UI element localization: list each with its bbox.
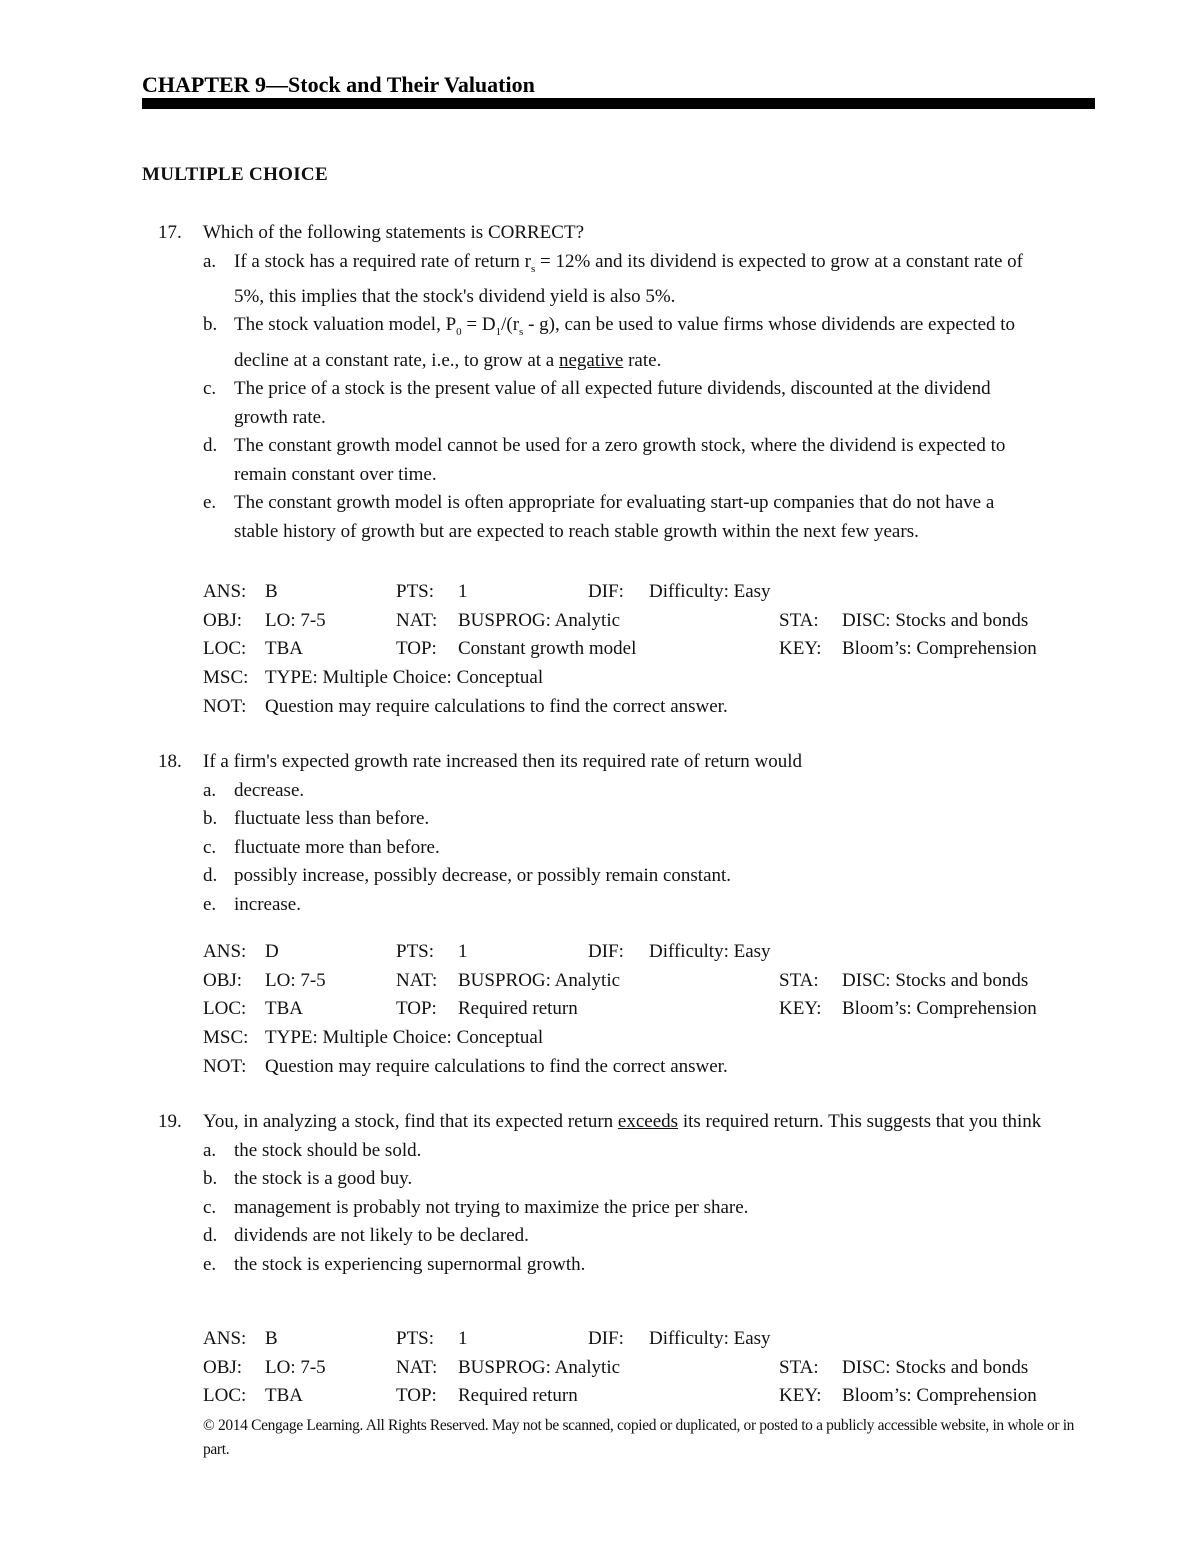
note-value: Question may require calculations to find the correct answer.	[265, 695, 728, 717]
objective-value: LO: 7-5	[265, 609, 326, 631]
meta-label: LOC:	[203, 638, 247, 660]
meta-label: DIF:	[588, 581, 624, 602]
option-text	[234, 311, 1024, 375]
option-letter: b.	[203, 1168, 218, 1189]
question-body	[203, 1108, 1083, 1279]
sta-value: DISC: Stocks and bonds	[842, 1356, 1029, 1378]
objective-value: LO: 7-5	[265, 969, 326, 991]
option-letter: d.	[203, 865, 218, 886]
msc-value: TYPE: Multiple Choice: Conceptual	[265, 1027, 544, 1049]
meta-label: ANS:	[203, 581, 247, 602]
option-letter: e.	[203, 492, 217, 514]
meta-label: DIF:	[588, 941, 624, 962]
meta-row	[203, 938, 1083, 967]
option-text: decrease.	[234, 779, 305, 801]
meta-label: STA:	[779, 609, 819, 631]
key-value: Bloom’s: Comprehension	[842, 998, 1037, 1020]
option-text-part: /(r	[501, 314, 520, 336]
meta-row	[203, 635, 1083, 664]
meta-label: MSC:	[203, 1027, 249, 1049]
nat-value: BUSPROG: Analytic	[458, 609, 621, 631]
option-letter: a.	[203, 250, 217, 272]
option-text: the stock should be sold.	[234, 1139, 422, 1161]
topic-value: Required return	[458, 998, 578, 1020]
meta-row	[203, 607, 1083, 636]
chapter-title: CHAPTER 9—Stock and Their Valuation	[142, 72, 535, 97]
option-text: the stock is a good buy.	[234, 1168, 413, 1189]
loc-value: TBA	[265, 1385, 303, 1407]
nat-value: BUSPROG: Analytic	[458, 969, 621, 991]
question-number: 17.	[158, 222, 182, 243]
meta-label: MSC:	[203, 667, 249, 689]
points-value: 1	[458, 1328, 468, 1349]
copyright-footer: © 2014 Cengage Learning. All Rights Reserved. May not be scanned, copied or duplicated, or posted to a publicly accessible website, in whole or in part.	[203, 1417, 1075, 1458]
option-text-part: = 12% and its dividend is expected to grow at a constant rate of 5%, this implies that the stock's dividend yield is also 5%.	[234, 250, 1023, 307]
option-text	[234, 248, 1024, 312]
option-text: fluctuate more than before.	[234, 836, 440, 858]
meta-row	[203, 1053, 1083, 1082]
difficulty-value: Difficulty: Easy	[649, 581, 771, 602]
option-a	[203, 1137, 1083, 1166]
option-text-part: = D	[461, 314, 496, 336]
option-letter: e.	[203, 1253, 217, 1275]
meta-label: NOT:	[203, 1055, 247, 1077]
meta-label: NOT:	[203, 695, 247, 717]
points-value: 1	[458, 581, 468, 602]
question-body	[203, 748, 1083, 919]
option-text: The price of a stock is the present value of all expected future dividends, discounted at the dividend growth rate.	[234, 378, 991, 428]
option-a	[203, 777, 1083, 806]
question-stem	[203, 1108, 1083, 1137]
meta-row	[203, 995, 1083, 1024]
meta-label: LOC:	[203, 1385, 247, 1407]
option-a	[203, 248, 1083, 312]
meta-label: NAT:	[396, 609, 438, 631]
answer-value: B	[265, 581, 278, 602]
sta-value: DISC: Stocks and bonds	[842, 609, 1029, 631]
meta-label: OBJ:	[203, 1356, 243, 1378]
meta-label: TOP:	[396, 998, 437, 1020]
subscript: s	[519, 326, 524, 339]
option-text-part: The stock valuation model, P	[234, 314, 457, 336]
option-text-part: rate.	[623, 349, 662, 371]
option-d	[203, 862, 1083, 891]
objective-value: LO: 7-5	[265, 1356, 326, 1378]
meta-label: TOP:	[396, 638, 437, 660]
meta-row	[203, 1382, 1083, 1411]
answer-value: D	[265, 941, 279, 962]
option-c	[203, 375, 1083, 432]
meta-label: ANS:	[203, 1328, 247, 1349]
meta-label: STA:	[779, 1356, 819, 1378]
meta-label: KEY:	[779, 998, 822, 1020]
topic-value: Constant growth model	[458, 638, 637, 660]
note-value: Question may require calculations to find the correct answer.	[265, 1055, 728, 1077]
meta-row	[203, 693, 1083, 722]
option-d	[203, 1222, 1083, 1251]
meta-label: PTS:	[396, 581, 435, 602]
option-text: dividends are not likely to be declared.	[234, 1225, 529, 1246]
underlined-word: exceeds	[617, 1111, 679, 1132]
option-text: fluctuate less than before.	[234, 808, 430, 829]
meta-label: LOC:	[203, 998, 247, 1020]
option-letter: a.	[203, 1139, 217, 1161]
meta-label: KEY:	[779, 638, 822, 660]
meta-row	[203, 1024, 1083, 1053]
points-value: 1	[458, 941, 468, 962]
option-c	[203, 1194, 1083, 1223]
meta-label: DIF:	[588, 1328, 624, 1349]
meta-label: KEY:	[779, 1385, 822, 1407]
option-b	[203, 1165, 1083, 1194]
msc-value: TYPE: Multiple Choice: Conceptual	[265, 667, 544, 689]
option-text: increase.	[234, 893, 301, 915]
option-text: management is probably not trying to maximize the price per share.	[234, 1196, 749, 1218]
question-stem: Which of the following statements is CORRECT?	[203, 222, 585, 243]
meta-row	[203, 1354, 1083, 1383]
key-value: Bloom’s: Comprehension	[842, 1385, 1037, 1407]
loc-value: TBA	[265, 638, 303, 660]
key-value: Bloom’s: Comprehension	[842, 638, 1037, 660]
option-e	[203, 489, 1083, 546]
option-d	[203, 432, 1083, 489]
option-letter: a.	[203, 779, 217, 801]
option-b	[203, 311, 1083, 375]
meta-row	[203, 967, 1083, 996]
underlined-word: negative	[558, 349, 624, 371]
question-number: 19.	[158, 1111, 182, 1132]
difficulty-value: Difficulty: Easy	[649, 1328, 771, 1349]
nat-value: BUSPROG: Analytic	[458, 1356, 621, 1378]
meta-label: NAT:	[396, 969, 438, 991]
option-letter: b.	[203, 314, 218, 336]
option-text: the stock is experiencing supernormal growth.	[234, 1253, 586, 1275]
meta-label: OBJ:	[203, 969, 243, 991]
option-e	[203, 1251, 1083, 1280]
topic-value: Required return	[458, 1385, 578, 1407]
meta-label: ANS:	[203, 941, 247, 962]
section-heading: MULTIPLE CHOICE	[142, 164, 328, 185]
answer-metadata	[203, 578, 1083, 721]
subscript: 1	[495, 326, 502, 339]
title-rule	[142, 98, 1095, 109]
option-c	[203, 834, 1083, 863]
option-text: The constant growth model is often appropriate for evaluating start-up companies that do not have a stable history of growth but are expected to reach stable growth within the next few years.	[234, 492, 995, 542]
option-letter: c.	[203, 378, 217, 400]
meta-row	[203, 578, 1083, 607]
answer-value: B	[265, 1328, 278, 1349]
answer-metadata	[203, 1325, 1083, 1411]
meta-row	[203, 664, 1083, 693]
meta-label: OBJ:	[203, 609, 243, 631]
subscript: s	[531, 262, 536, 275]
difficulty-value: Difficulty: Easy	[649, 941, 771, 962]
stem-part: You, in analyzing a stock, find that its expected return	[203, 1111, 618, 1132]
stem-part: its required return. This suggests that you think	[678, 1111, 1042, 1132]
option-text-part: If a stock has a required rate of return r	[234, 250, 531, 272]
option-e	[203, 891, 1083, 920]
option-text-part: - g), can be used to value firms whose dividends are expected to decline at a constant rate, i.e., to grow at a	[234, 314, 1016, 371]
option-b	[203, 805, 1083, 834]
meta-row	[203, 1325, 1083, 1354]
meta-label: TOP:	[396, 1385, 437, 1407]
option-letter: c.	[203, 1196, 217, 1218]
option-text: possibly increase, possibly decrease, or possibly remain constant.	[234, 865, 732, 886]
meta-label: STA:	[779, 969, 819, 991]
meta-label: NAT:	[396, 1356, 438, 1378]
answer-metadata	[203, 938, 1083, 1081]
option-letter: c.	[203, 836, 217, 858]
meta-label: PTS:	[396, 1328, 435, 1349]
option-letter: b.	[203, 808, 218, 829]
loc-value: TBA	[265, 998, 303, 1020]
question-stem: If a firm's expected growth rate increased then its required rate of return would	[203, 751, 803, 772]
option-text: The constant growth model cannot be used for a zero growth stock, where the dividend is expected to remain constant over time.	[234, 435, 1006, 485]
question-number: 18.	[158, 751, 182, 772]
subscript: 0	[456, 326, 462, 339]
sta-value: DISC: Stocks and bonds	[842, 969, 1029, 991]
question-body	[203, 219, 1083, 546]
option-letter: d.	[203, 435, 218, 457]
option-letter: e.	[203, 893, 217, 915]
meta-label: PTS:	[396, 941, 435, 962]
option-letter: d.	[203, 1225, 218, 1246]
